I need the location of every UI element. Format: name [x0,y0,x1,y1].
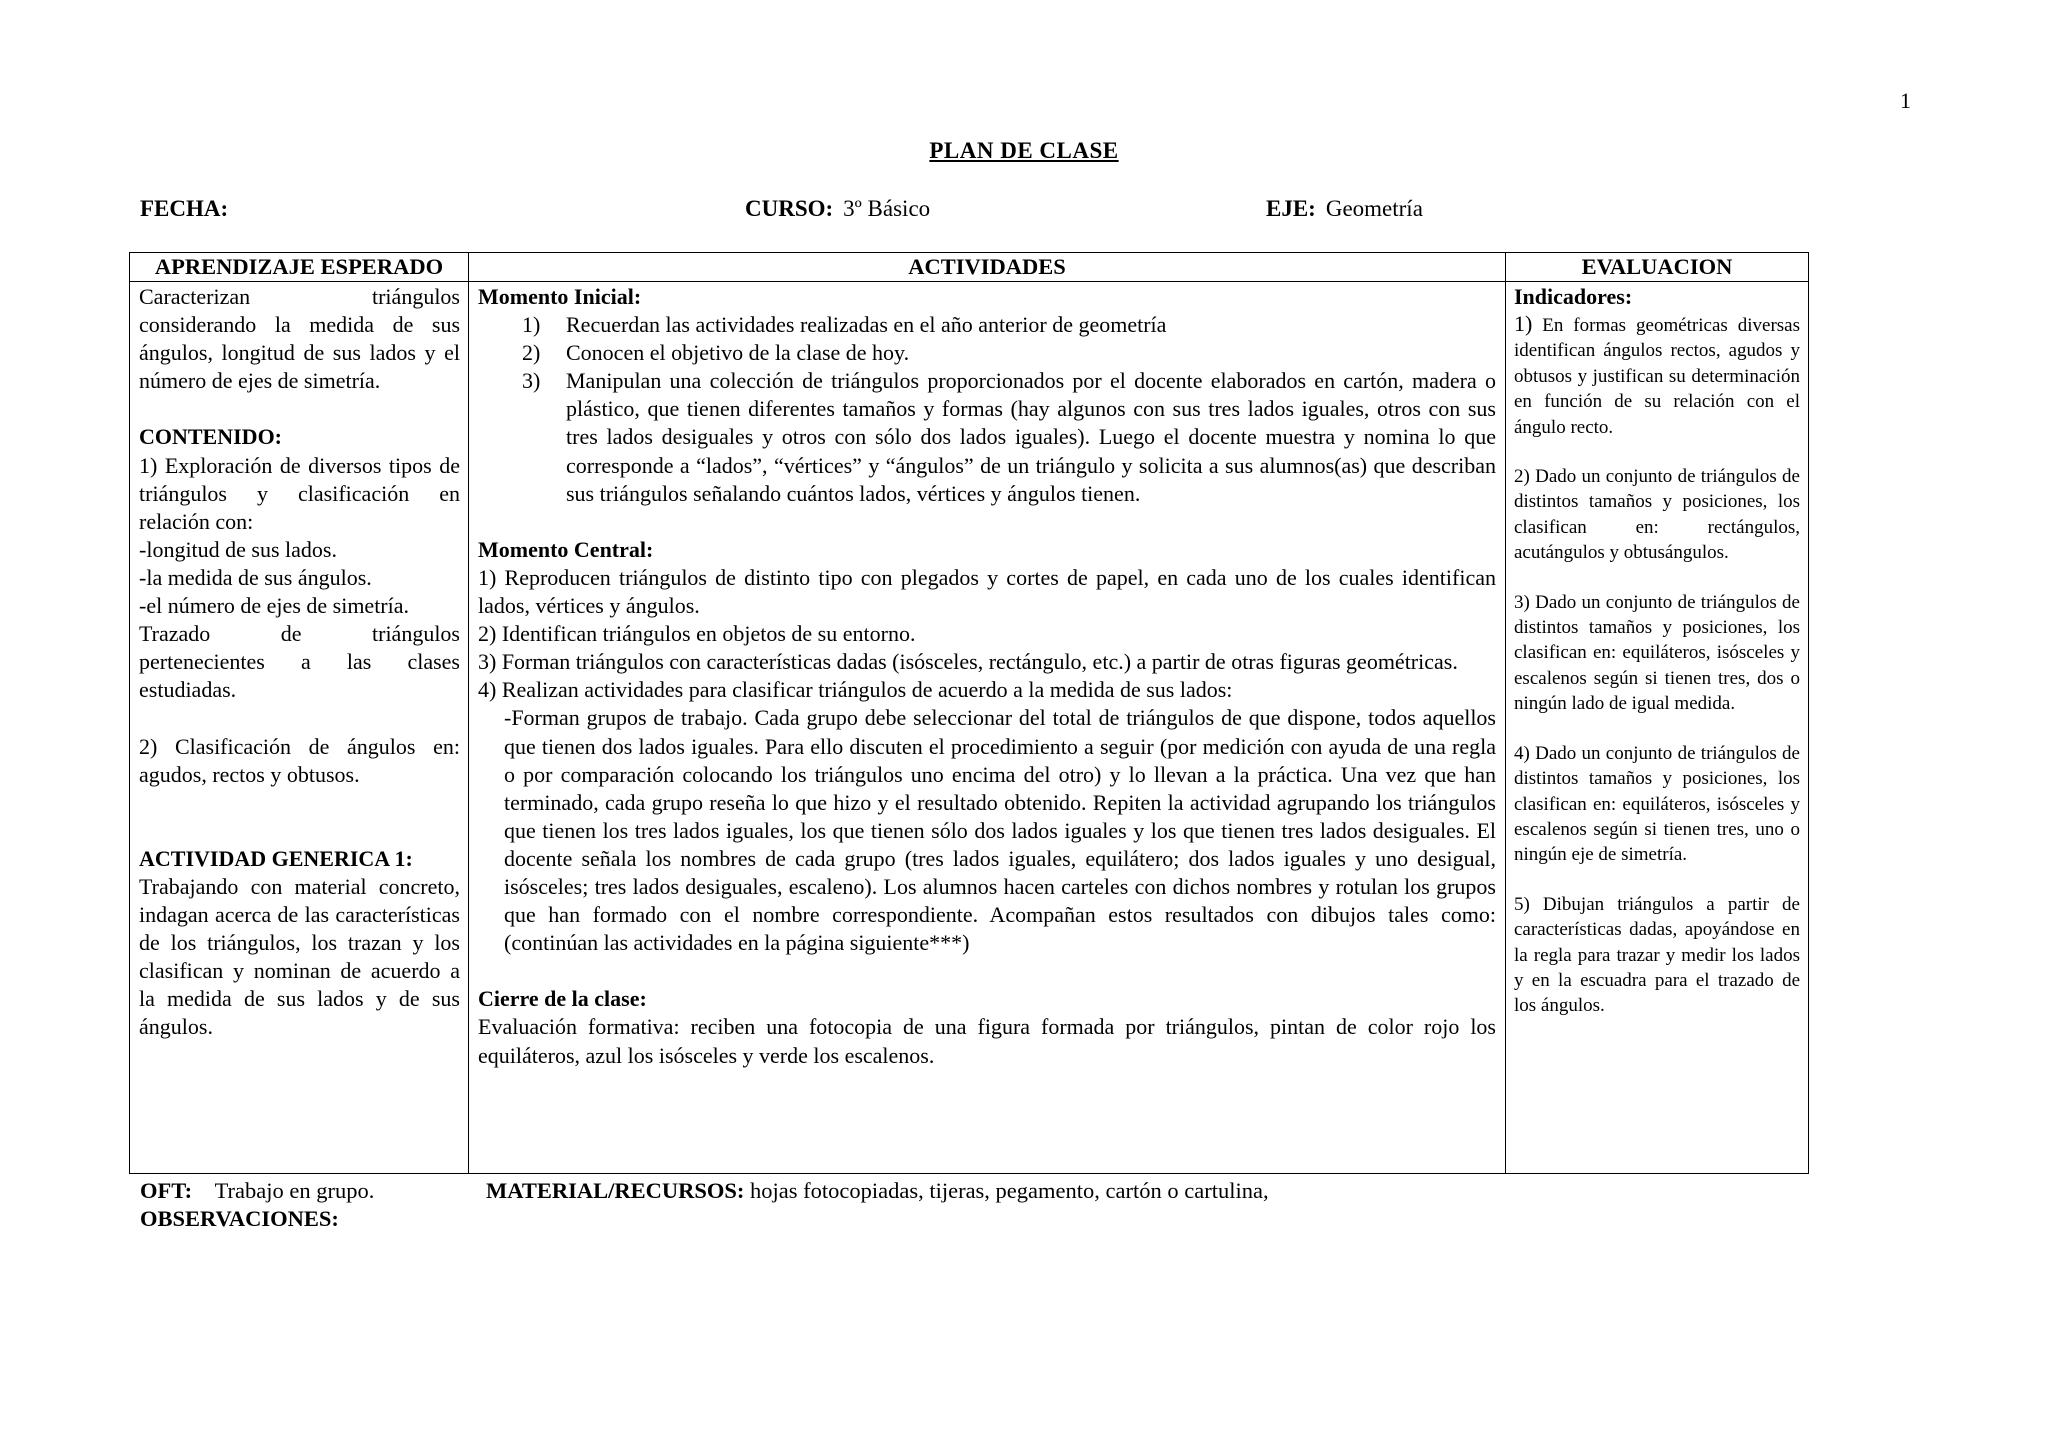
material-value: hojas fotocopiadas, tijeras, pegamento, cartón o cartulina, [750,1178,1269,1203]
contenido-item: 2) Clasificación de ángulos en: agudos, rectos y obtusos. [139,733,460,787]
contenido-subitem: -el número de ejes de simetría. [139,593,410,619]
col-header-evaluacion: EVALUACION [1581,254,1733,279]
curso-value: 3º Básico [843,196,931,221]
aprendizaje-intro: Caracterizan triángulos considerando la medida de sus ángulos, longitud de sus lados y el número de ejes de simetría. [139,284,460,394]
aprendizaje-cell [139,283,460,1042]
material-label: MATERIAL/RECURSOS: [486,1178,745,1203]
lesson-plan-table [129,252,1809,1174]
inicial-item [478,367,1496,507]
cierre-label: Cierre de la clase: [478,986,647,1012]
indicador-item: 2) Dado un conjunto de triángulos de distintos tamaños y posiciones, los clasifican en: rectángulos, acutángulos y obtusángulos. [1514,466,1800,564]
fecha-label: FECHA: [140,196,229,221]
momento-inicial-label: Momento Inicial: [478,284,642,309]
contenido-subitem: -la medida de sus ángulos. [139,564,372,590]
page-title: PLAN DE CLASE [929,138,1119,163]
actividades-cell [478,283,1496,1070]
indicador-text: En formas geométricas diversas identifican ángulos rectos, agudos y obtusos y justifican su determinación en función de su relación con el ángulo recto. [1514,315,1800,438]
col-header-aprendizaje: APRENDIZAJE ESPERADO [154,254,444,279]
col-header-actividades: ACTIVIDADES [908,254,1066,279]
item-number: 1) [522,312,541,338]
momento-central-label: Momento Central: [478,536,654,562]
indicador-item: 3) Dado un conjunto de triángulos de distintos tamaños y posiciones, los clasifican en: equiláteros, isósceles y escalenos según si tienen tres, dos o ningún lado de igual medida. [1514,591,1800,715]
curso-label: CURSO: [745,196,834,221]
indicador-item: 4) Dado un conjunto de triángulos de distintos tamaños y posiciones, los clasifican en: equiláteros, isósceles y escalenos según si tienen tres, uno o ningún eje de simetría. [1514,742,1800,866]
central-item-detail: -Forman grupos de trabajo. Cada grupo debe seleccionar del total de triángulos de que dispone, todos aquellos que tienen dos lados iguales. Para ello discuten el procedimiento a seguir (por medición con ayuda de una regla o por comparación colocando los triángulos uno encima del otro) y lo llevan a la práctica. Una vez que han terminado, cada grupo reseña lo que hizo y el resultado obtenido. Repiten la actividad agrupando los triángulos que tienen los tres lados iguales, los que tienen sólo dos lados iguales y los que tienen tres lados desiguales. El docente señala los nombres de cada grupo (tres lados iguales, equilátero; dos lados iguales y uno desigual, isósceles; tres lados desiguales, escaleno). Los alumnos hacen carteles con dichos nombres y rotulan los grupos que han formado con el nombre correspondiente. Acompañan estos resultados con dibujos tales como: (continúan las actividades en la página siguiente***) [504,705,1496,956]
indicador-item: 5) Dibujan triángulos a partir de características dadas, apoyándose en la regla para trazar y medir los lados y en la escuadra para el trazado de los ángulos. [1514,893,1800,1017]
column-divider [468,253,469,1173]
central-item: 3) Forman triángulos con características dadas (isósceles, rectángulo, etc.) a partir de otras figuras geométricas. [478,649,1458,675]
observaciones-label: OBSERVACIONES: [140,1206,339,1231]
actividad-generica-text: Trabajando con material concreto, indagan acerca de las características de los triángulos, los trazan y los clasifican y nominan de acuerdo a la medida de sus lados y de sus ángulos. [139,873,460,1040]
inicial-item [478,339,1496,367]
oft-value: Trabajo en grupo. [214,1178,375,1203]
contenido-subitem: Trazado de triángulos pertenecientes a las clases estudiadas. [139,621,460,703]
fecha-field [140,196,238,222]
contenido-item: 1) Exploración de diversos tipos de triángulos y clasificación en relación con: [139,452,460,534]
indicador-item [1514,311,1800,440]
indicadores-label: Indicadores: [1514,284,1633,309]
eje-label: EJE: [1266,196,1316,221]
contenido-subitem: -longitud de sus lados. [139,536,337,562]
central-item: 1) Reproducen triángulos de distinto tipo con plegados y cortes de papel, en cada uno de los cuales identifican lados, vértices y ángulos. [478,564,1496,619]
central-item: 2) Identifican triángulos en objetos de su entorno. [478,621,916,647]
curso-field [745,196,930,222]
eje-value: Geometría [1325,196,1423,221]
cierre-text: Evaluación formativa: reciben una fotocopia de una figura formada por triángulos, pintan de color rojo los equiláteros, azul los isósceles y verde los escalenos. [478,1014,1496,1068]
inicial-item [478,311,1496,339]
oft-field [140,1178,374,1204]
actividad-generica-label: ACTIVIDAD GENERICA 1: [139,845,413,871]
header-row-divider [130,281,1808,282]
central-item: 4) Realizan actividades para clasificar triángulos de acuerdo a la medida de sus lados: [478,677,1233,703]
indicador-number: 1) [1514,311,1533,336]
page-number: 1 [1900,88,1911,113]
eje-field [1266,196,1423,222]
item-number: 3) [522,368,541,394]
contenido-label: CONTENIDO: [139,424,283,450]
item-number: 2) [522,340,541,366]
evaluacion-cell [1514,283,1800,1019]
item-text: Manipulan una colección de triángulos proporcionados por el docente elaborados en cartón, madera o plástico, que tienen diferentes tamaños y formas (hay algunos con sus tres lados iguales, otros con sus tres lados desiguales y otros con sólo dos lados iguales). Luego el docente muestra y nomina lo que corresponde a “lados”, “vértices” y “ángulos” de un triángulo y solicita a sus alumnos(as) que describan sus triángulos señalando cuántos lados, vértices y ángulos tienen. [566,368,1496,506]
material-field [486,1178,1269,1204]
item-text: Recuerdan las actividades realizadas en el año anterior de geometría [566,312,1167,338]
column-divider [1505,253,1506,1173]
oft-label: OFT: [140,1178,193,1203]
item-text: Conocen el objetivo de la clase de hoy. [566,340,910,366]
observaciones-field [140,1206,339,1232]
